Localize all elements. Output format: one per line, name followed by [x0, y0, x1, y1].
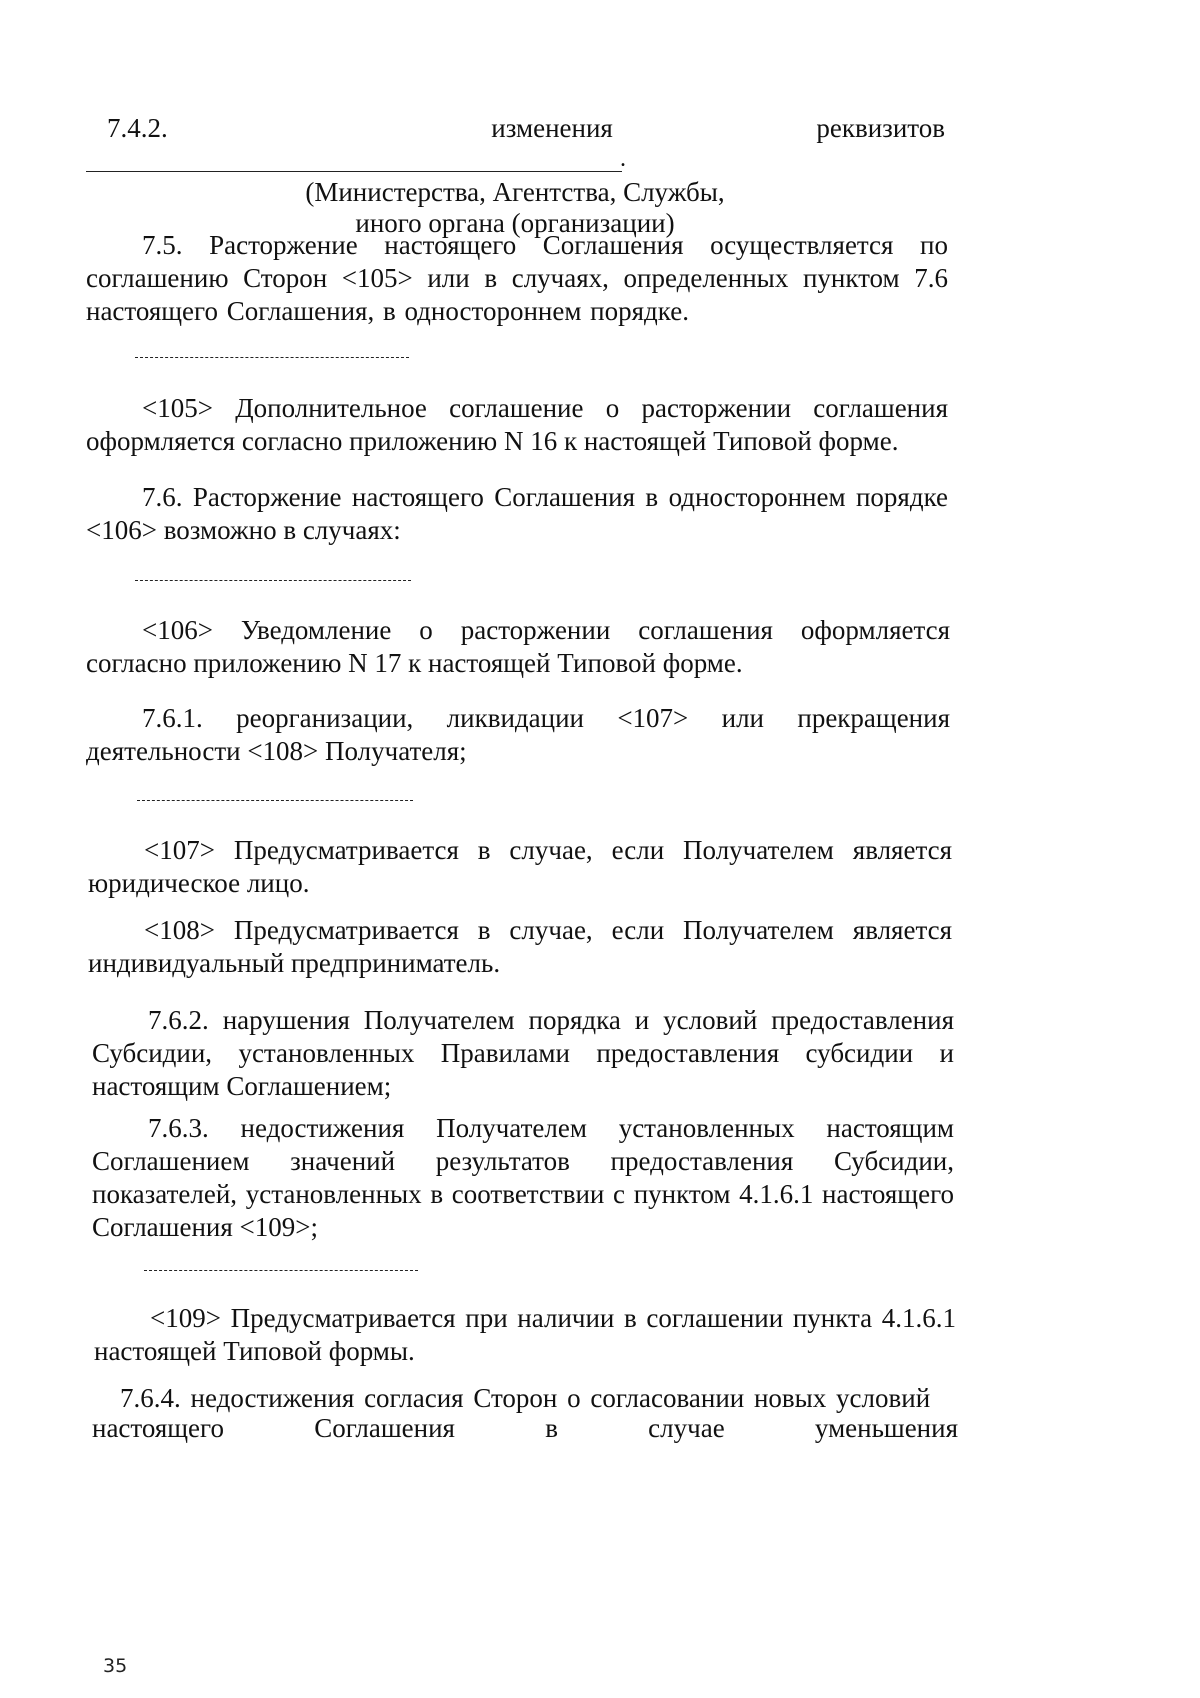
paragraph-7-5: 7.5. Расторжение настоящего Соглашения осуществляется по соглашению Сторон <105> или в случаях, определенных пунктом 7.6 настоящего Соглашения, в одностороннем порядке.: [86, 230, 948, 326]
paragraph-7-6-4-line-2: [92, 1412, 958, 1445]
paragraph-7-6-3: 7.6.3. недостижения Получателем установленных настоящим Соглашением значений результатов предоставления Субсидии, показателей, установленных в соответствии с пунктом 4.1.6.1 настоящего Соглашения <109>;: [92, 1113, 954, 1242]
footnote-separator: [135, 580, 411, 581]
fill-in-line: [86, 171, 622, 172]
fill-in-line-period: .: [620, 146, 626, 172]
word: в: [545, 1413, 558, 1443]
word: реквизитов: [816, 113, 945, 143]
caption-line-1: (Министерства, Агентства, Службы,: [305, 177, 725, 207]
footnote-107: <107> Предусматривается в случае, если Получателем является юридическое лицо.: [88, 835, 952, 898]
word: настоящего: [92, 1413, 224, 1443]
page-number: 35: [103, 1655, 128, 1677]
paragraph-7-6-2: 7.6.2. нарушения Получателем порядка и условий предоставления Субсидии, установленных Правилами предоставления субсидии и настоящим Соглашением;: [92, 1005, 954, 1101]
footnote-105: <105> Дополнительное соглашение о расторжении соглашения оформляется согласно приложению N 16 к настоящей Типовой форме.: [86, 393, 948, 456]
paragraph-7-6-4-line-1: 7.6.4. недостижения согласия Сторон о согласовании новых условий: [120, 1383, 931, 1413]
paragraph-7-4-2: [107, 112, 945, 145]
footnote-109: <109> Предусматривается при наличии в соглашении пункта 4.1.6.1 настоящей Типовой формы.: [94, 1303, 956, 1366]
paragraph-7-6-4: [92, 1382, 958, 1445]
footnote-108: <108> Предусматривается в случае, если Получателем является индивидуальный предприниматель.: [88, 915, 952, 978]
caption-line-2: иного органа (организации): [355, 208, 675, 238]
paragraph-7-6-1: 7.6.1. реорганизации, ликвидации <107> или прекращения деятельности <108> Получателя;: [86, 703, 950, 766]
word: изменения: [491, 113, 613, 143]
paragraph-7-6: 7.6. Расторжение настоящего Соглашения в одностороннем порядке <106> возможно в случаях:: [86, 482, 948, 545]
word: случае: [648, 1413, 725, 1443]
clause-number: 7.4.2.: [107, 113, 168, 143]
word: уменьшения: [814, 1413, 958, 1443]
word: Соглашения: [314, 1413, 455, 1443]
footnote-106: <106> Уведомление о расторжении соглашения оформляется согласно приложению N 17 к настоящей Типовой форме.: [86, 615, 950, 678]
footnote-separator: [137, 800, 413, 801]
footnote-separator: [135, 357, 409, 358]
footnote-separator: [144, 1270, 418, 1271]
